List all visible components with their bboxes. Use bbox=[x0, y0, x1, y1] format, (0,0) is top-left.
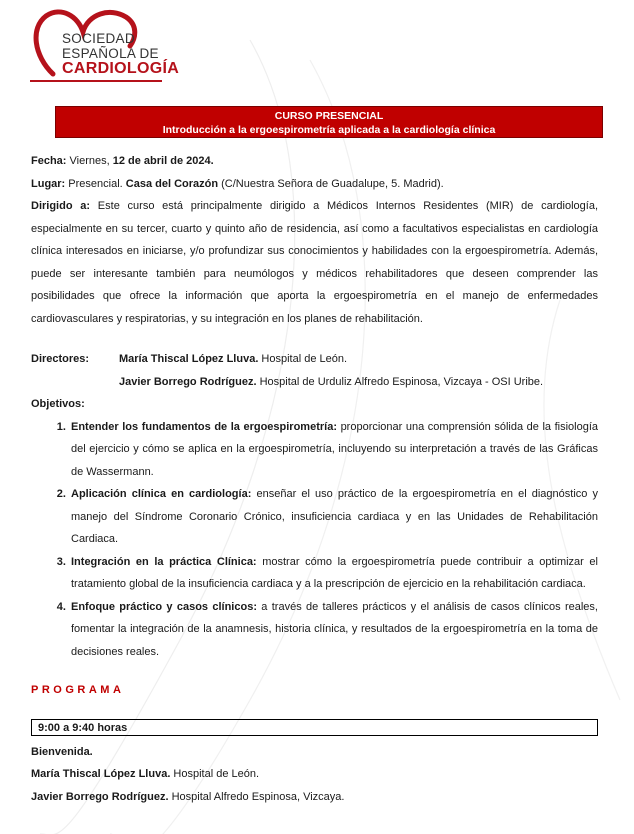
director-2 bbox=[119, 371, 598, 394]
dirigido-paragraph bbox=[31, 195, 598, 330]
banner-course-type: CURSO PRESENCIAL bbox=[274, 110, 384, 122]
speaker-2-affiliation: Hospital Alfredo Espinosa, Vizcaya. bbox=[168, 790, 345, 803]
fecha-line bbox=[31, 150, 598, 173]
document-body bbox=[31, 150, 598, 808]
directores-block bbox=[31, 348, 598, 393]
fecha-end: . bbox=[210, 155, 214, 167]
banner-course-title: Introducción a la ergoespirometría aplicada a la cardiología clínica bbox=[162, 124, 496, 136]
objetivo-3-text: mostrar cómo la ergoespirometría puede contribuir a optimizar el tratamiento global de la insuficiencia cardiaca y a la prescripción de ejercicio en la rehabilitación cardiaca. bbox=[71, 555, 598, 590]
objetivo-4-text: a través de talleres prácticos y el análisis de casos clínicos reales, fomentar la integración de la anamnesis, historia clínica, y resultados de la ergoespirometría en la toma de decisiones reales. bbox=[71, 600, 598, 658]
logo-line-2: ESPAÑOLA DE bbox=[62, 46, 159, 61]
dirigido-label: Dirigido a: bbox=[31, 200, 91, 212]
logo-line-3: CARDIOLOGÍA bbox=[62, 60, 180, 77]
speaker-1-name: María Thiscal López Lluva. bbox=[31, 768, 171, 780]
objetivos-heading bbox=[31, 393, 598, 416]
lugar-label: Lugar: bbox=[31, 177, 66, 190]
director-1-affiliation: Hospital de León. bbox=[258, 353, 348, 365]
speaker-1 bbox=[31, 763, 598, 786]
session-title bbox=[31, 741, 598, 764]
objetivos-label: Objetivos: bbox=[31, 398, 85, 410]
objetivo-2-text: enseñar el uso práctico de la ergoespirometría en el diagnóstico y manejo del Síndrome Coronario Crónico, insuficiencia cardiaca y en las Unidades de Rehabilitación Cardiaca. bbox=[71, 488, 599, 545]
director-1-name: María Thiscal López Lluva. bbox=[119, 353, 259, 365]
fecha-label: Fecha: bbox=[31, 155, 67, 167]
session-time-box: 9:00 a 9:40 horas bbox=[31, 719, 598, 736]
lugar-text: Presencial. bbox=[65, 177, 126, 190]
session-title-text: Bienvenida. bbox=[31, 745, 93, 758]
sec-logo bbox=[30, 6, 190, 80]
objetivo-2-title: Aplicación clínica en cardiología: bbox=[71, 488, 252, 500]
objetivo-1-title: Entender los fundamentos de la ergoespirometría: bbox=[71, 420, 337, 433]
objetivo-item bbox=[69, 551, 598, 596]
objetivo-3-title: Integración en la práctica Clínica: bbox=[71, 555, 257, 568]
objetivos-list bbox=[31, 416, 598, 664]
objetivo-1-text: proporcionar una comprensión sólida de la fisiología del ejercicio y cómo se aplica en la ergoespirometría, incluyendo su interpretación a través de las Gráficas de Wassermann. bbox=[71, 420, 598, 478]
director-1 bbox=[119, 348, 598, 371]
session-details bbox=[31, 741, 598, 809]
objetivo-item bbox=[69, 416, 598, 484]
director-2-affiliation: Hospital de Urduliz Alfredo Espinosa, Vizcaya - OSI Uribe. bbox=[256, 375, 544, 388]
objetivo-item bbox=[69, 483, 598, 551]
lugar-address: (C/Nuestra Señora de Guadalupe, 5. Madrid). bbox=[218, 177, 444, 190]
objetivo-4-title: Enfoque práctico y casos clínicos: bbox=[71, 600, 257, 613]
lugar-line bbox=[31, 173, 598, 196]
course-banner bbox=[55, 106, 603, 138]
logo-underline bbox=[30, 80, 162, 82]
directores-label: Directores: bbox=[31, 353, 90, 365]
fecha-text: Viernes, bbox=[66, 155, 113, 167]
fecha-date: 12 de abril de 2024 bbox=[112, 155, 211, 167]
director-2-name: Javier Borrego Rodríguez. bbox=[119, 375, 257, 388]
speaker-1-affiliation: Hospital de León. bbox=[170, 768, 260, 780]
speaker-2-name: Javier Borrego Rodríguez. bbox=[31, 790, 169, 803]
programa-heading: PROGRAMA bbox=[31, 684, 125, 696]
objetivo-item bbox=[69, 596, 598, 664]
dirigido-text: Este curso está principalmente dirigido a Médicos Internos Residentes (MIR) de cardiología, especialmente en su tercer, cuarto y quinto año de residencia, así como a facultativos especialistas en cardiología clínica interesados en iniciarse, y/o profundizar sus conocimientos y habilidades con la ergoespirometría. Además, puede ser interesante también para neumólogos y médicos rehabilitadores que deseen comprender las posibilidades que ofrece la información que aporta la ergoespirometría en el manejo de enfermedades cardiovasculares y respiratorias, y su integración en los planes de rehabilitación. bbox=[31, 200, 599, 325]
speaker-2 bbox=[31, 786, 598, 809]
lugar-venue: Casa del Corazón bbox=[125, 177, 219, 190]
logo-line-1: SOCIEDAD bbox=[62, 31, 135, 46]
